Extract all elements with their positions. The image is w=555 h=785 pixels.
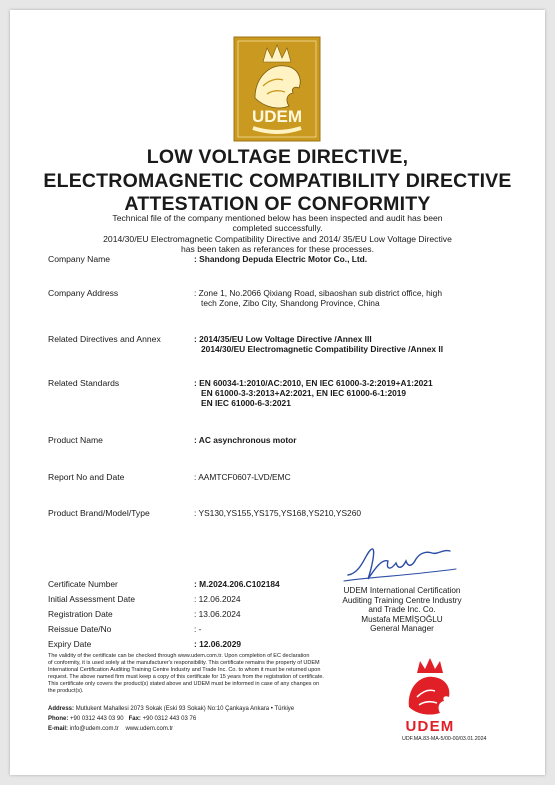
title-line-1: LOW VOLTAGE DIRECTIVE, xyxy=(146,146,409,168)
company-address-label: Company Address xyxy=(48,288,119,298)
product-name-value: : AC asynchronous motor xyxy=(194,435,297,445)
company-name-value: : Shandong Depuda Electric Motor Co., Ltd. xyxy=(194,254,368,264)
intro-line-2: completed successfully. xyxy=(232,223,323,233)
report-no-value: : AAMTCF0607-LVD/EMC xyxy=(194,472,291,482)
form-code: UDF.MA.83-MA-5/00-00/03.01.2024 xyxy=(402,736,487,742)
title-line-2: ELECTROMAGNETIC COMPATIBILITY DIRECTIVE xyxy=(43,170,512,192)
website-link[interactable]: www.udem.com.tr xyxy=(125,726,174,732)
expiry-date-value: : 12.06.2029 xyxy=(194,639,242,649)
company-name-label: Company Name xyxy=(48,254,111,264)
udem-red-wordmark: UDEM xyxy=(405,718,455,735)
udem-gold-logo xyxy=(233,36,321,142)
product-name-label: Product Name xyxy=(48,435,103,445)
report-no-label: Report No and Date xyxy=(48,472,125,482)
intro-line-3: 2014/30/EU Electromagnetic Compatibility Directive and 2014/ 35/EU Low Voltage Directive xyxy=(103,234,452,244)
initial-assessment-value: : 12.06.2024 xyxy=(194,594,241,604)
title-line-3: ATTESTATION OF CONFORMITY xyxy=(124,193,431,215)
related-standards-label: Related Standards xyxy=(48,378,120,388)
certificate-number-label: Certificate Number xyxy=(48,579,118,589)
svg-text:UDEM: UDEM xyxy=(251,107,303,126)
product-brand-label: Product Brand/Model/Type xyxy=(48,508,150,518)
reissue-date-value: : - xyxy=(194,624,202,634)
issuing-authority: UDEM International Certification Auditing Training Centre Industry and Trade Inc. Co. Mustafa MEMİŞOĞLU General Manager xyxy=(342,586,462,634)
crown-icon xyxy=(417,658,443,673)
product-brand-value: : YS130,YS155,YS175,YS168,YS210,YS260 xyxy=(194,508,362,518)
registration-date-value: : 13.06.2024 xyxy=(194,609,241,619)
company-address-value: : Zone 1, No.2066 Qixiang Road, sibaoshan sub district office, high tech Zone, Zibo City, Shandong Province, China xyxy=(194,288,442,308)
initial-assessment-label: Initial Assessment Date xyxy=(48,594,136,604)
intro-line-1: Technical file of the company mentioned below has been inspected and audit has been xyxy=(112,213,443,223)
disclaimer-text: The validity of the certificate can be checked through www.udem.com.tr. Upon completion of EC declaration of conformity, it is used solely at the manufacturer's responsibility. This certificate remains the property of UDEM International Certification Auditing Training Centre Industry and Trade Inc. Co. to whom it must be returned upon request. The above named firm must keep a copy of this certificate for 15 years from the registration of certificate. This certificate only covers the product(s) stated above and UDEM must be informed in case of any changes on the product(s). xyxy=(48,653,324,695)
intro-line-4: has been taken as referances for these processes. xyxy=(181,244,374,254)
lion-head-icon xyxy=(409,677,450,715)
registration-date-label: Registration Date xyxy=(48,609,113,619)
related-standards-value: : EN 60034-1:2010/AC:2010, EN IEC 61000-3-2:2019+A1:2021 EN 61000-3-3:2013+A2:2021, EN IEC 61000-6-1:2019 EN IEC 61000-6-3:2021 xyxy=(194,378,433,408)
address-line: Address: Mutlukent Mahallesi 2073 Sokak (Eski 93 Sokak) No:10 Çankaya Ankara • Türkiye xyxy=(48,706,295,712)
certificate-number-value: : M.2024.206.C102184 xyxy=(194,579,280,589)
email-link[interactable]: info@udem.com.tr xyxy=(69,726,119,732)
expiry-date-label: Expiry Date xyxy=(48,639,92,649)
signature-icon xyxy=(342,545,460,585)
reissue-date-label: Reissue Date/No xyxy=(48,624,112,634)
related-directives-value: : 2014/35/EU Low Voltage Directive /Annex III 2014/30/EU Electromagnetic Compatibility Directive /Annex II xyxy=(194,334,444,354)
email-line: E-mail: info@udem.com.tr www.udem.com.tr xyxy=(48,726,174,732)
related-directives-label: Related Directives and Annex xyxy=(48,334,161,344)
udem-red-logo xyxy=(397,653,463,717)
phone-line: Phone: +90 0312 443 03 90 Fax: +90 0312 443 03 76 xyxy=(48,716,197,722)
